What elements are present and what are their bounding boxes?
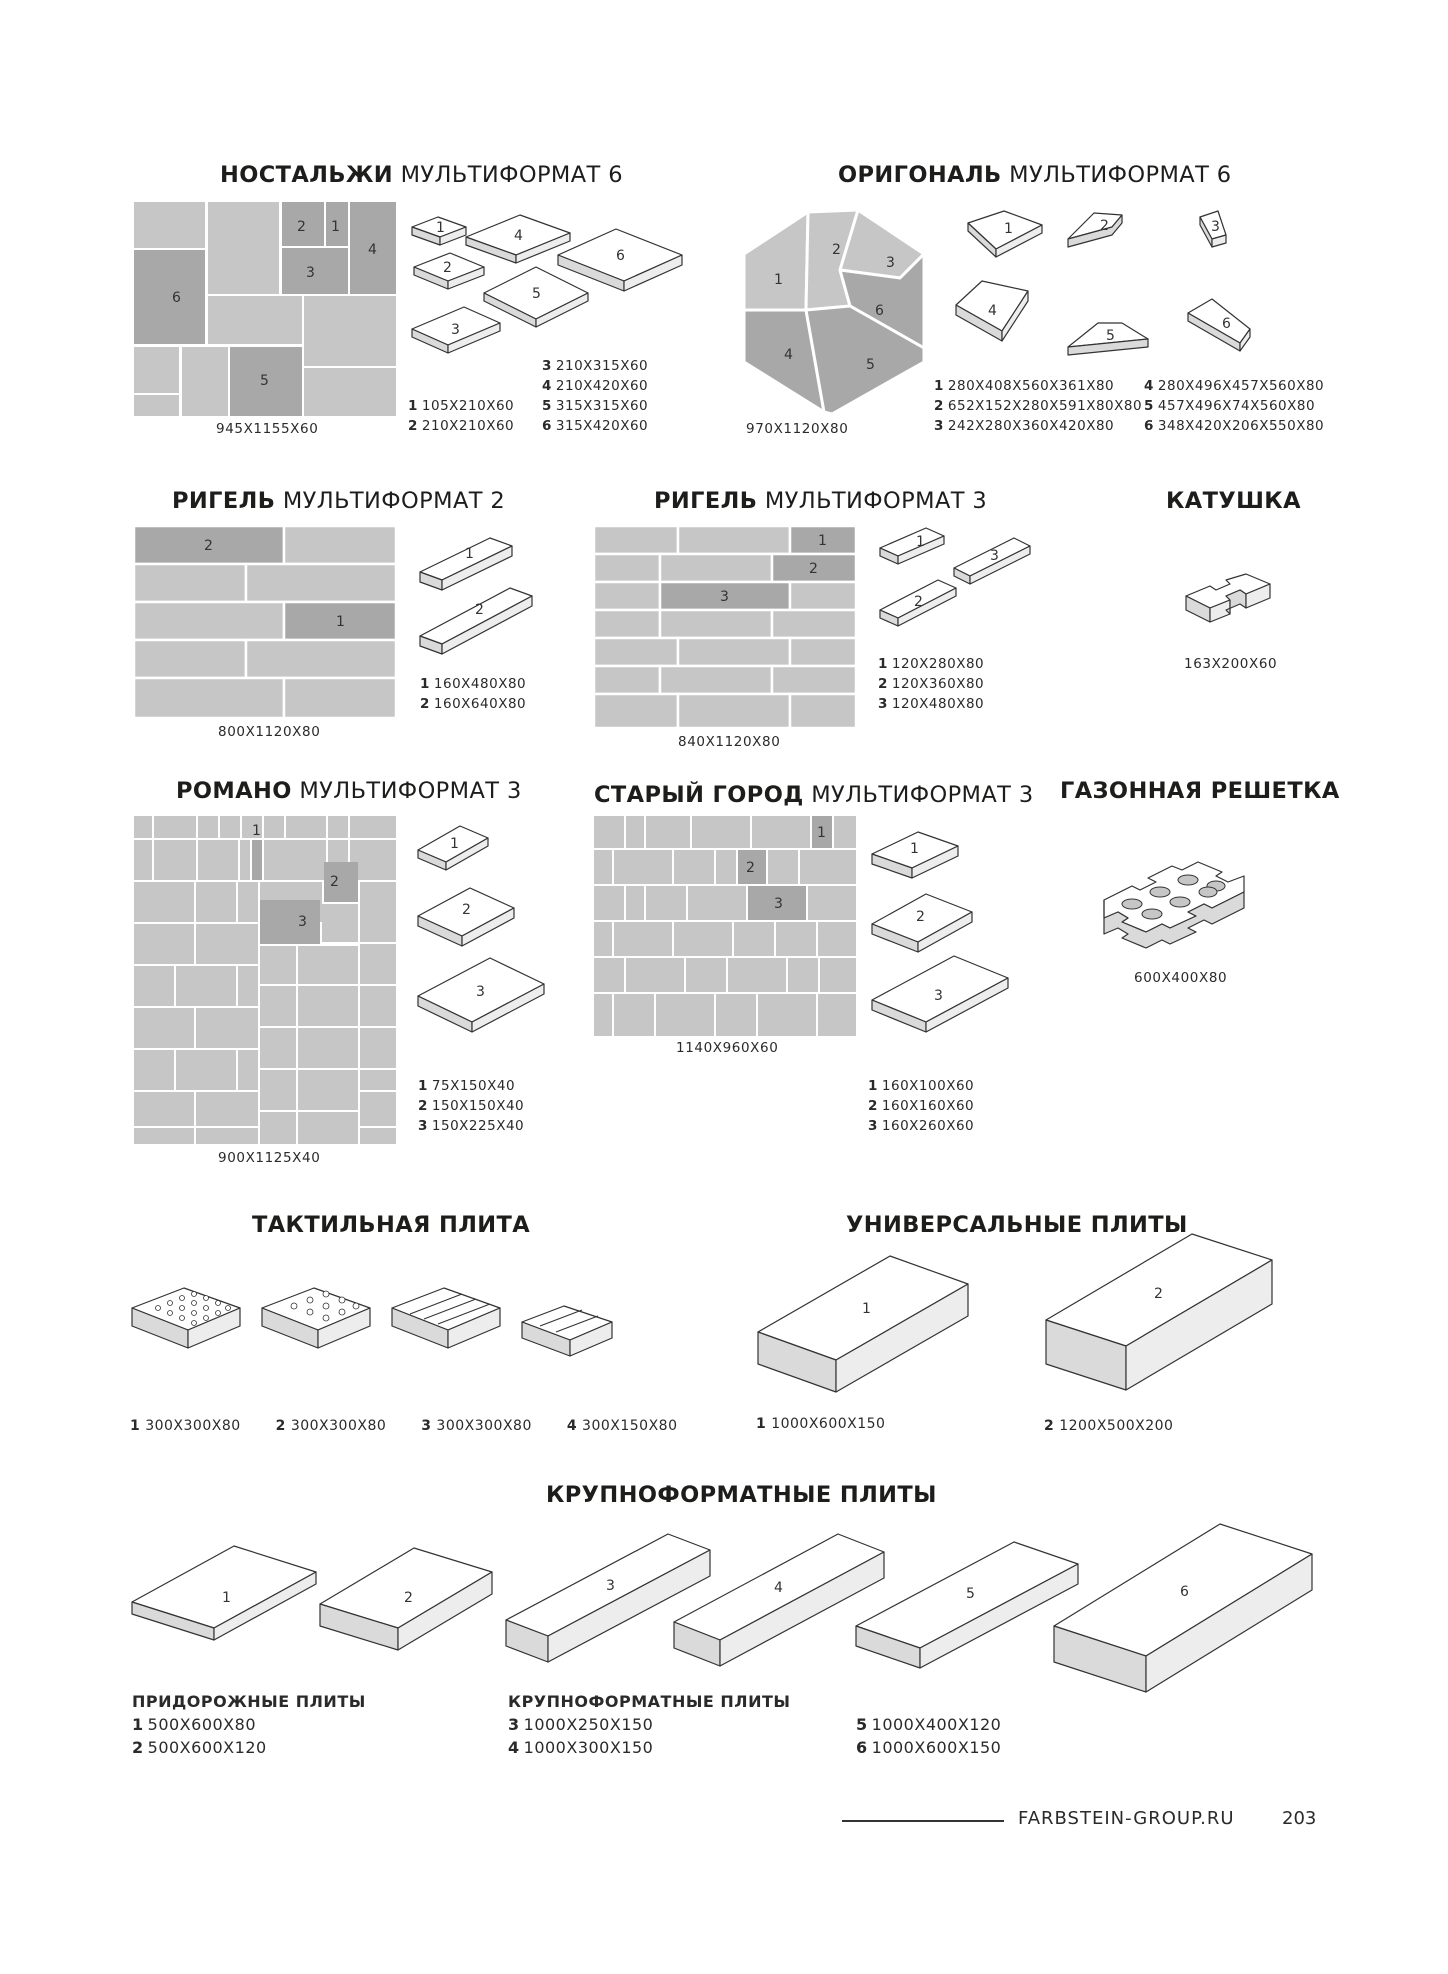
original-specs-left: 1 280Х408Х560Х361Х80 2 652Х152Х280Х591Х80Х80 3 242Х280Х360Х420Х80 bbox=[934, 378, 1143, 434]
nostalgie-piece-3: 3 bbox=[451, 322, 460, 338]
rigel3-piece-3: 3 bbox=[990, 548, 999, 564]
oldtown-title bbox=[594, 782, 1034, 808]
rigel2-piece-2: 2 bbox=[475, 602, 484, 618]
oldtown-size: 1140Х960Х60 bbox=[676, 1040, 779, 1056]
romano-suffix: МУЛЬТИФОРМАТ 3 bbox=[299, 778, 522, 804]
romano-pattern bbox=[134, 816, 396, 1144]
large-label-2: 2 bbox=[404, 1590, 413, 1606]
rigel3-piece-2: 2 bbox=[914, 594, 923, 610]
largeformat-heading: КРУПНОФОРМАТНЫЕ ПЛИТЫ bbox=[508, 1692, 791, 1711]
nostalgie-suffix: МУЛЬТИФОРМАТ 6 bbox=[400, 162, 623, 188]
romano-specs: 1 75Х150Х40 2 150Х150Х40 3 150Х225Х40 bbox=[418, 1078, 525, 1134]
romano-name: РОМАНО bbox=[176, 778, 292, 804]
original-pieces bbox=[948, 205, 1268, 365]
rigel2-title bbox=[172, 488, 505, 514]
large-label-6: 6 bbox=[1180, 1584, 1189, 1600]
original-piece-2: 2 bbox=[1100, 218, 1109, 234]
rigel3-suffix: МУЛЬТИФОРМАТ 3 bbox=[764, 488, 988, 514]
original-piece-4: 4 bbox=[988, 303, 997, 319]
oldtown-specs: 1 160Х100Х60 2 160Х160Х60 3 160Х260Х60 bbox=[868, 1078, 975, 1134]
katushka-size: 163Х200Х60 bbox=[1184, 656, 1278, 672]
lawn-name: ГАЗОННАЯ РЕШЕТКА bbox=[1060, 778, 1340, 804]
universal-label-2: 2 bbox=[1154, 1286, 1163, 1302]
rigel2-suffix: МУЛЬТИФОРМАТ 2 bbox=[282, 488, 506, 514]
original-title bbox=[838, 162, 1232, 188]
tactile-title bbox=[252, 1212, 530, 1238]
nostalgie-piece-2: 2 bbox=[443, 260, 452, 276]
original-label-4: 4 bbox=[784, 347, 793, 363]
oldtown-name: СТАРЫЙ ГОРОД bbox=[594, 782, 804, 808]
nostalgie-label-3: 3 bbox=[306, 265, 315, 281]
large-name: КРУПНОФОРМАТНЫЕ ПЛИТЫ bbox=[546, 1482, 937, 1508]
footer-site[interactable]: FARBSTEIN-GROUP.RU bbox=[1018, 1808, 1235, 1829]
original-piece-1: 1 bbox=[1004, 221, 1013, 237]
rigel2-size: 800Х1120Х80 bbox=[218, 724, 321, 740]
large-title bbox=[546, 1482, 937, 1508]
oldtown-pattern bbox=[594, 816, 856, 1036]
nostalgie-label-4: 4 bbox=[368, 242, 377, 258]
oldtown-piece-1: 1 bbox=[910, 841, 919, 857]
rigel2-pieces bbox=[416, 526, 540, 656]
nostalgie-specs-left: 1 105Х210Х60 2 210Х210Х60 bbox=[408, 398, 515, 434]
nostalgie-piece-5: 5 bbox=[532, 286, 541, 302]
oldtown-piece-3: 3 bbox=[934, 988, 943, 1004]
nostalgie-label-6: 6 bbox=[172, 290, 181, 306]
nostalgie-piece-4: 4 bbox=[514, 228, 523, 244]
nostalgie-name: НОСТАЛЬЖИ bbox=[220, 162, 394, 188]
roadside-specs: ПРИДОРОЖНЫЕ ПЛИТЫ 1 500Х600Х80 2 500Х600Х120 bbox=[132, 1692, 366, 1757]
universal-name: УНИВЕРСАЛЬНЫЕ ПЛИТЫ bbox=[846, 1212, 1188, 1238]
rigel2-piece-1: 1 bbox=[465, 546, 474, 562]
tactile-specs: 1 300Х300Х80 2 300Х300Х80 3 300Х300Х80 4 300Х150Х80 bbox=[130, 1418, 678, 1434]
romano-label-1: 1 bbox=[252, 823, 261, 839]
original-label-5: 5 bbox=[866, 357, 875, 373]
rigel3-specs: 1 120Х280Х80 2 120Х360Х80 3 120Х480Х80 bbox=[878, 656, 985, 712]
rigel3-label-1: 1 bbox=[818, 533, 827, 549]
nostalgie-specs-right: 3 210Х315Х60 4 210Х420Х60 5 315Х315Х60 6 315Х420Х60 bbox=[542, 358, 649, 434]
rigel3-piece-1: 1 bbox=[916, 534, 925, 550]
large-label-4: 4 bbox=[774, 1580, 783, 1596]
nostalgie-label-1: 1 bbox=[331, 219, 340, 235]
nostalgie-pieces bbox=[410, 205, 690, 373]
original-suffix: МУЛЬТИФОРМАТ 6 bbox=[1009, 162, 1232, 188]
universal-spec-1: 1 1000Х600Х150 bbox=[756, 1416, 886, 1432]
oldtown-piece-2: 2 bbox=[916, 909, 925, 925]
tactile-name: ТАКТИЛЬНАЯ ПЛИТА bbox=[252, 1212, 531, 1238]
romano-label-3: 3 bbox=[298, 914, 307, 930]
rigel2-specs: 1 160Х480Х80 2 160Х640Х80 bbox=[420, 676, 527, 712]
oldtown-pieces bbox=[868, 820, 1016, 1060]
roadside-heading: ПРИДОРОЖНЫЕ ПЛИТЫ bbox=[132, 1692, 366, 1711]
universal-spec-2: 2 1200Х500Х200 bbox=[1044, 1418, 1174, 1434]
large-label-5: 5 bbox=[966, 1586, 975, 1602]
original-specs-right: 4 280Х496Х457Х560Х80 5 457Х496Х74Х560Х80 6 348Х420Х206Х550Х80 bbox=[1144, 378, 1325, 434]
large-label-1: 1 bbox=[222, 1590, 231, 1606]
page-number: 203 bbox=[1282, 1808, 1317, 1829]
oldtown-label-2: 2 bbox=[746, 860, 755, 876]
nostalgie-label-5: 5 bbox=[260, 373, 269, 389]
original-label-1: 1 bbox=[774, 272, 783, 288]
rigel3-label-2: 2 bbox=[809, 561, 818, 577]
rigel3-pattern bbox=[594, 526, 856, 728]
nostalgie-piece-6: 6 bbox=[616, 248, 625, 264]
romano-piece-3: 3 bbox=[476, 984, 485, 1000]
lawn-grid-block bbox=[1098, 856, 1250, 946]
original-piece-6: 6 bbox=[1222, 316, 1231, 332]
romano-piece-1: 1 bbox=[450, 836, 459, 852]
rigel3-pieces bbox=[874, 522, 1034, 632]
footer-rule bbox=[842, 1820, 1004, 1822]
rigel2-pattern bbox=[134, 526, 396, 718]
oldtown-label-3: 3 bbox=[774, 896, 783, 912]
original-pattern bbox=[740, 202, 928, 416]
lawn-size: 600Х400Х80 bbox=[1134, 970, 1228, 986]
nostalgie-piece-1: 1 bbox=[436, 220, 445, 236]
universal-blocks bbox=[752, 1228, 1282, 1408]
lawn-title bbox=[1060, 778, 1340, 804]
rigel2-label-2: 2 bbox=[204, 538, 213, 554]
original-size: 970Х1120Х80 bbox=[746, 421, 849, 437]
largeformat-specs-more: 5 1000Х400Х120 6 1000Х600Х150 bbox=[856, 1715, 1002, 1757]
nostalgie-title bbox=[220, 162, 623, 188]
nostalgie-label-2: 2 bbox=[297, 219, 306, 235]
oldtown-label-1: 1 bbox=[817, 825, 826, 841]
nostalgie-size: 945Х1155Х60 bbox=[216, 421, 319, 437]
romano-title bbox=[176, 778, 522, 804]
rigel3-size: 840Х1120Х80 bbox=[678, 734, 781, 750]
original-piece-3: 3 bbox=[1211, 219, 1220, 235]
tactile-blocks bbox=[128, 1268, 628, 1368]
original-label-2: 2 bbox=[832, 242, 841, 258]
rigel2-label-1: 1 bbox=[336, 614, 345, 630]
original-label-6: 6 bbox=[875, 303, 884, 319]
original-label-3: 3 bbox=[886, 255, 895, 271]
rigel2-name: РИГЕЛЬ bbox=[172, 488, 276, 514]
rigel3-title bbox=[654, 488, 987, 514]
oldtown-suffix: МУЛЬТИФОРМАТ 3 bbox=[811, 782, 1034, 808]
romano-size: 900Х1125Х40 bbox=[218, 1150, 321, 1166]
romano-pieces bbox=[414, 812, 554, 1052]
large-label-3: 3 bbox=[606, 1578, 615, 1594]
katushka-name: КАТУШКА bbox=[1166, 488, 1301, 514]
nostalgie-pattern bbox=[134, 202, 396, 416]
romano-piece-2: 2 bbox=[462, 902, 471, 918]
katushka-block bbox=[1180, 572, 1276, 634]
katushka-title bbox=[1166, 488, 1301, 514]
original-name: ОРИГОНАЛЬ bbox=[838, 162, 1002, 188]
rigel3-label-3: 3 bbox=[720, 589, 729, 605]
universal-label-1: 1 bbox=[862, 1301, 871, 1317]
original-piece-5: 5 bbox=[1106, 328, 1115, 344]
rigel3-name: РИГЕЛЬ bbox=[654, 488, 758, 514]
large-blocks bbox=[128, 1510, 1318, 1710]
largeformat-specs: КРУПНОФОРМАТНЫЕ ПЛИТЫ 3 1000Х250Х150 4 1000Х300Х150 bbox=[508, 1692, 791, 1757]
romano-label-2: 2 bbox=[330, 874, 339, 890]
